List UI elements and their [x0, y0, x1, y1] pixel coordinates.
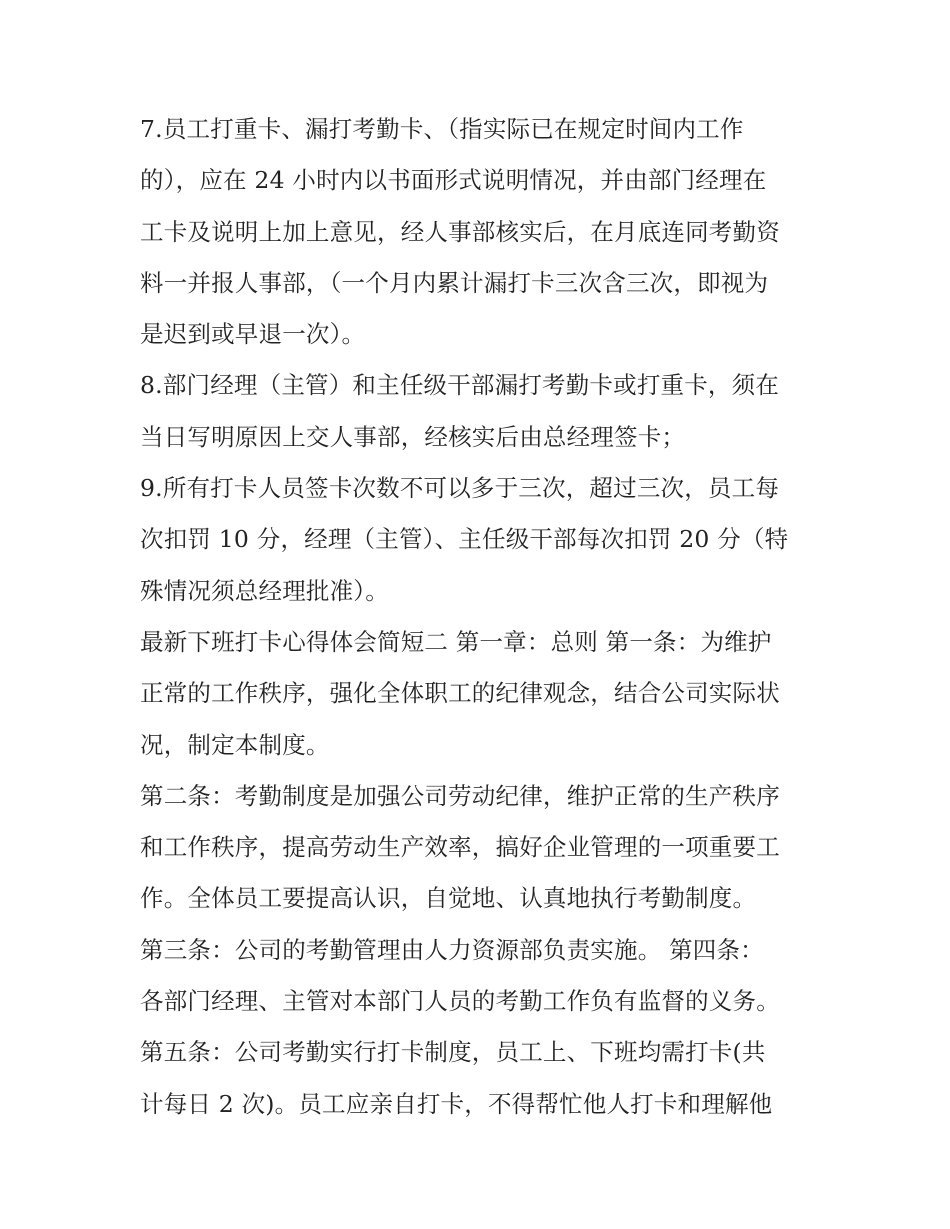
document-body: [140, 104, 820, 1130]
text-line: 作。全体员工要提高认识，自觉地、认真地执行考勤制度。: [140, 884, 757, 913]
text-line: 的），应在 24 小时内以书面形式说明情况，并由部门经理在: [140, 166, 767, 195]
text-line: 和工作秩序，提高劳动生产效率，搞好企业管理的一项重要工: [140, 833, 780, 862]
text-line: 9.所有打卡人员签卡次数不可以多于三次，超过三次，员工每: [140, 474, 780, 503]
text-line: 是迟到或早退一次）。: [140, 320, 366, 349]
text-line: 次扣罚 10 分，经理（主管）、主任级干部每次扣罚 20 分（特: [140, 525, 789, 554]
text-line: 第五条：公司考勤实行打卡制度，员工上、下班均需打卡(共: [140, 1038, 766, 1067]
text-line: 殊情况须总经理批准）。: [140, 576, 389, 605]
text-line: 第二条：考勤制度是加强公司劳动纪律，维护正常的生产秩序: [140, 781, 780, 810]
text-line: 正常的工作秩序，强化全体职工的纪律观念，结合公司实际状: [140, 679, 780, 708]
text-line: 当日写明原因上交人事部，经核实后由总经理签卡；: [140, 422, 686, 451]
text-line: 8.部门经理（主管）和主任级干部漏打考勤卡或打重卡，须在: [140, 371, 780, 400]
text-line: 况，制定本制度。: [140, 730, 330, 759]
text-line: 第三条：公司的考勤管理由人力资源部负责实施。 第四条：: [140, 935, 764, 964]
text-line: 工卡及说明上加上意见，经人事部核实后，在月底连同考勤资: [140, 217, 780, 246]
text-line: 各部门经理、主管对本部门人员的考勤工作负有监督的义务。: [140, 987, 780, 1016]
text-line: 最新下班打卡心得体会简短二 第一章：总则 第一条：为维护: [140, 627, 772, 656]
text-line: 7.员工打重卡、漏打考勤卡、（指实际已在规定时间内工作: [140, 115, 744, 143]
text-line: 料一并报人事部，（一个月内累计漏打卡三次含三次，即视为: [140, 268, 769, 297]
text-line: 计每日 2 次)。员工应亲自打卡，不得帮忙他人打卡和理解他: [140, 1089, 773, 1118]
